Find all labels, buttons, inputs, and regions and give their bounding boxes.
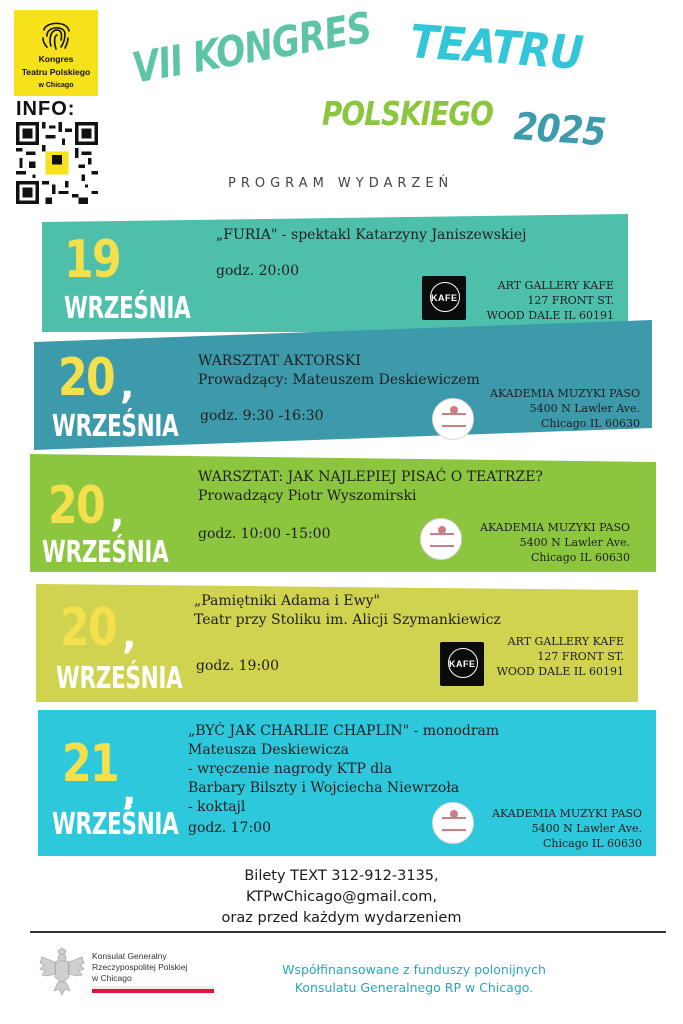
event-title: „FURIA" - spektakl Katarzyny Janiszewskiej [216, 227, 527, 243]
event-day-comma: , [122, 769, 137, 813]
event-day: 21 [62, 734, 119, 794]
title-kongres: VII KONGRES [128, 2, 375, 93]
consulate-line: Rzeczypospolitej Polskiej [92, 962, 188, 972]
event-line: WARSZTAT AKTORSKI [198, 353, 361, 369]
tickets-note: oraz przed każdym wydarzeniem [221, 910, 462, 926]
event-day-comma: , [120, 363, 135, 407]
venue-city: Chicago IL 60630 [542, 837, 642, 850]
event-venue [480, 520, 630, 565]
consulate-line: w Chicago [92, 973, 132, 983]
venue-name: ART GALLERY KAFE [497, 279, 614, 292]
paso-logo [420, 518, 462, 560]
event-venue [492, 806, 642, 851]
event-card [36, 584, 638, 702]
kafe-logo [440, 642, 484, 686]
event-title [198, 352, 480, 390]
event-day: 20 [58, 348, 115, 408]
event-day-comma: , [110, 491, 125, 535]
event-time: godz. 9:30 -16:30 [200, 408, 324, 424]
paso-logo [432, 802, 474, 844]
consulate-name [92, 951, 187, 984]
event-venue [487, 278, 614, 323]
event-venue [497, 634, 624, 679]
event-card [38, 710, 656, 856]
event-line: Mateusza Deskiewicza [188, 742, 349, 758]
event-line: Barbary Bilszty i Wojciecha Niewrzoła [188, 780, 460, 796]
event-line: „BYĆ JAK CHARLIE CHAPLIN" - monodram [188, 723, 500, 739]
program-subtitle: PROGRAM WYDARZEŃ [228, 176, 454, 191]
consulate-line: Konsulat Generalny [92, 951, 167, 961]
event-line: WARSZTAT: JAK NAJLEPIEJ PISAĆ O TEATRZE? [198, 469, 543, 485]
venue-city: WOOD DALE IL 60191 [496, 665, 624, 678]
venue-city: Chicago IL 60630 [540, 417, 640, 430]
cofinance-line: Współfinansowane z funduszy polonijnych [282, 962, 546, 977]
event-time: godz. 19:00 [196, 658, 279, 674]
event-line: Prowadzący: Mateuszem Deskiewiczem [198, 372, 480, 388]
title-teatru: TEATRU [408, 14, 585, 80]
event-month: WRZEŚNIA [52, 409, 179, 444]
organizer-logo [14, 10, 98, 96]
event-day: 20 [48, 476, 105, 536]
kafe-logo-label: KAFE [431, 293, 458, 303]
logo-title: Kongres [38, 54, 74, 64]
event-line: - wręczenie nagrody KTP dla [188, 761, 393, 777]
event-month: WRZEŚNIA [42, 535, 169, 570]
event-line: „Pamiętniki Adama i Ewy" [194, 593, 380, 609]
event-title [194, 592, 501, 630]
event-card [30, 454, 656, 572]
title-year: 2025 [512, 104, 607, 155]
kafe-logo [422, 276, 466, 320]
title-polskiego: POLSKIEGO [322, 94, 494, 133]
venue-city: Chicago IL 60630 [530, 551, 630, 564]
venue-city: WOOD DALE IL 60191 [486, 309, 614, 322]
venue-street: 127 FRONT ST. [537, 650, 624, 663]
paso-logo [432, 398, 474, 440]
event-line: - koktajl [188, 799, 246, 815]
logo-subtitle: Teatru Polskiego [21, 67, 91, 77]
event-month: WRZEŚNIA [52, 807, 179, 842]
event-venue [490, 386, 640, 431]
event-day: 20 [60, 598, 117, 658]
venue-name: AKADEMIA MUZYKI PASO [492, 807, 642, 820]
venue-street: 127 FRONT ST. [527, 294, 614, 307]
venue-name: AKADEMIA MUZYKI PASO [480, 521, 630, 534]
event-title [198, 468, 543, 506]
event-day-comma: , [122, 613, 137, 657]
event-month: WRZEŚNIA [64, 291, 191, 326]
flag-red-stripe [92, 989, 214, 993]
venue-name: AKADEMIA MUZYKI PASO [490, 387, 640, 400]
event-time: godz. 10:00 -15:00 [198, 526, 331, 542]
logo-city: w Chicago [38, 82, 74, 89]
event-time: godz. 17:00 [188, 820, 271, 836]
venue-street: 5400 N Lawler Ave. [519, 536, 630, 549]
cofinance-line: Konsulatu Generalnego RP w Chicago. [294, 980, 534, 995]
event-line: Prowadzący Piotr Wyszomirski [198, 488, 417, 504]
info-label: INFO: [16, 98, 76, 120]
venue-name: ART GALLERY KAFE [507, 635, 624, 648]
polish-eagle-icon [38, 947, 86, 997]
event-month: WRZEŚNIA [56, 661, 183, 696]
event-time: godz. 20:00 [216, 263, 299, 279]
footer-divider [30, 931, 666, 933]
fingerprint-icon [39, 16, 73, 52]
venue-street: 5400 N Lawler Ave. [529, 402, 640, 415]
event-line: Teatr przy Stoliku im. Alicji Szymankiewicz [194, 612, 501, 628]
event-card [34, 320, 652, 450]
tickets-phone: Bilety TEXT 312-912-3135, [244, 868, 439, 884]
tickets-email[interactable]: KTPwChicago@gmail.com, [245, 889, 438, 905]
venue-street: 5400 N Lawler Ave. [531, 822, 642, 835]
qr-code-icon[interactable] [16, 122, 98, 204]
event-day: 19 [64, 230, 121, 290]
kafe-logo-label: KAFE [449, 659, 476, 669]
event-card [42, 214, 628, 332]
